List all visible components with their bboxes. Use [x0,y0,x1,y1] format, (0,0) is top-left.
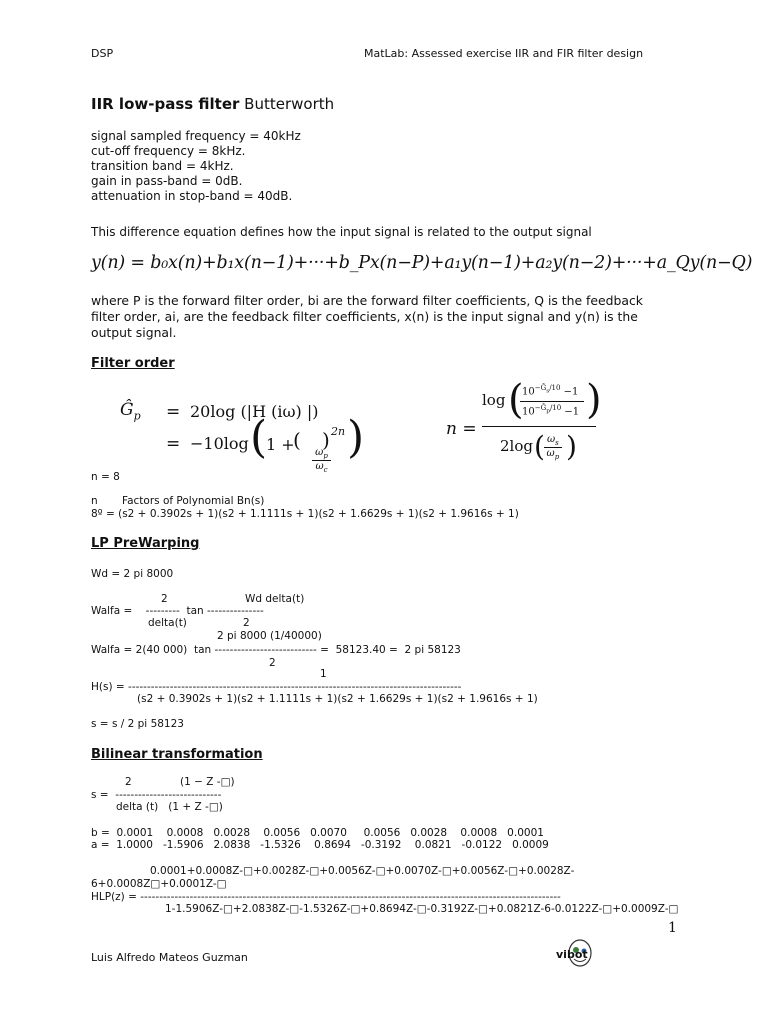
n-value: n = 8 [91,471,120,483]
hs-den: (s2 + 0.3902s + 1)(s2 + 1.1111s + 1)(s2 + 1.6629s + 1)(s2 + 1.9616s + 1) [137,693,538,705]
n-numerator: log ( $10^{-Ĝ_s/10} -1$ $10^{-Ĝ_p/10} -1$ ) [482,380,596,427]
spec-line: cut-off frequency = 8kHz. [91,144,246,158]
explanation-line: where P is the forward filter order, bi are the forward filter coefficients, Q is the feedback [91,293,643,308]
hs-line: H(s) = ---------------------------------------------------------------------------------------- [91,681,462,693]
poly-line: 8º = (s2 + 0.3902s + 1)(s2 + 1.1111s + 1)(s2 + 1.6629s + 1)(s2 + 1.9616s + 1) [91,508,519,520]
section-bilinear-label: Bilinear transformation [91,747,263,762]
poly-header-text: Factors of Polynomial Bn(s) [122,495,265,507]
spec-line: attenuation in stop-band = 40dB. [91,189,293,203]
gp-line2-equals: = [166,434,181,454]
section-filter-order: Filter order [91,356,175,371]
walfa2-den: 2 [269,657,276,669]
vibot-logo-text: vibot [556,948,588,961]
footer-author: Luis Alfredo Mateos Guzman [91,951,248,964]
explanation-line: output signal. [91,325,177,340]
paren-small-right: ) [322,428,330,452]
paren-small-left: ( [293,428,301,452]
walfa-num-wd: Wd delta(t) [245,593,305,605]
gp-line1-rhs: 20log (|H (iω) |) [190,402,319,421]
header-right: MatLab: Assessed exercise IIR and FIR filter design [364,47,644,60]
hlp-line: HLP(z) = --------------------------------------------------------------------------------------------------------------- [91,891,561,903]
bilinear-s-line: s = ---------------------------- [91,789,222,801]
s-sub: s = s / 2 pi 58123 [91,718,184,730]
title-bold: IIR low-pass filter [91,95,240,113]
hlp-num-line1: 0.0001+0.0008Z-□+0.0028Z-□+0.0056Z-□+0.0070Z-□+0.0056Z-□+0.0028Z- [150,865,575,877]
wd-line: Wd = 2 pi 8000 [91,568,174,580]
vibot-logo [556,918,596,962]
hlp-den: 1-1.5906Z-□+2.0838Z-□-1.5326Z-□+0.8694Z-□-0.3192Z-□+0.0821Z-6-0.0122Z-□+0.0009Z-□ [165,903,679,915]
walfa-num-2: 2 [161,593,168,605]
explanation-line: filter order, ai, are the feedback filter coefficients, x(n) is the input signal and y(n) is the [91,309,638,324]
paren-right: ) [347,412,365,463]
section-lp-prewarping [91,536,239,551]
omega-fraction: $\frac{\omega_p}{\omega_c}$ [302,428,331,474]
walfa2-line: Walfa = 2(40 000) tan --------------------------- = 58123.40 = 2 pi 58123 [91,644,461,656]
section-bilinear [91,747,358,762]
walfa2-num: 2 pi 8000 (1/40000) [217,630,322,642]
gp-symbol: $Ĝ_p$ [120,400,141,423]
spec-line: signal sampled frequency = 40kHz [91,129,301,143]
walfa-line: Walfa = --------- tan --------------- [91,605,264,617]
b-coefficients: b = 0.0001 0.0008 0.0028 0.0056 0.0070 0.0056 0.0028 0.0008 0.0001 [91,827,544,839]
gp-equals: = [166,402,181,422]
bilinear-num-z: (1 − Z -□) [180,776,235,788]
poly-header-n: n [91,495,98,507]
n-symbol: n = [446,419,477,439]
intro-text: This difference equation defines how the input signal is related to the output signal [91,225,592,239]
bilinear-num-2: 2 [125,776,132,788]
header-left: DSP [91,47,114,60]
n-denominator: 2log ( $\frac{\omega_s}{\omega_p}$ ) [500,430,577,463]
hs-num: 1 [320,668,327,680]
spec-line: gain in pass-band = 0dB. [91,174,243,188]
page-title [91,95,334,113]
spec-line: transition band = 4kHz. [91,159,234,173]
exponent-2n: 2n [331,425,346,438]
hlp-num-line2: 6+0.0008Z□+0.0001Z-□ [91,878,227,890]
bilinear-den: delta (t) (1 + Z -□) [116,801,223,813]
difference-equation: y(n) = b₀x(n)+b₁x(n−1)+···+b_Px(n−P)+a₁y(n−1)+a₂y(n−2)+···+a_Qy(n−Q) [91,253,753,273]
walfa-den-delta: delta(t) [148,617,187,629]
paren-left: ( [250,412,268,463]
walfa-den-2: 2 [243,617,250,629]
a-coefficients: a = 1.0000 -1.5906 2.0838 -1.5326 0.8694 -0.3192 0.0821 -0.0122 0.0009 [91,839,549,851]
one-plus: 1 + [266,435,295,454]
gp-line2-rhs: −10log [190,434,249,453]
page-number: 1 [668,920,677,936]
section-lp-prewarping-label: LP PreWarping [91,536,200,551]
title-normal: Butterworth [239,95,335,113]
